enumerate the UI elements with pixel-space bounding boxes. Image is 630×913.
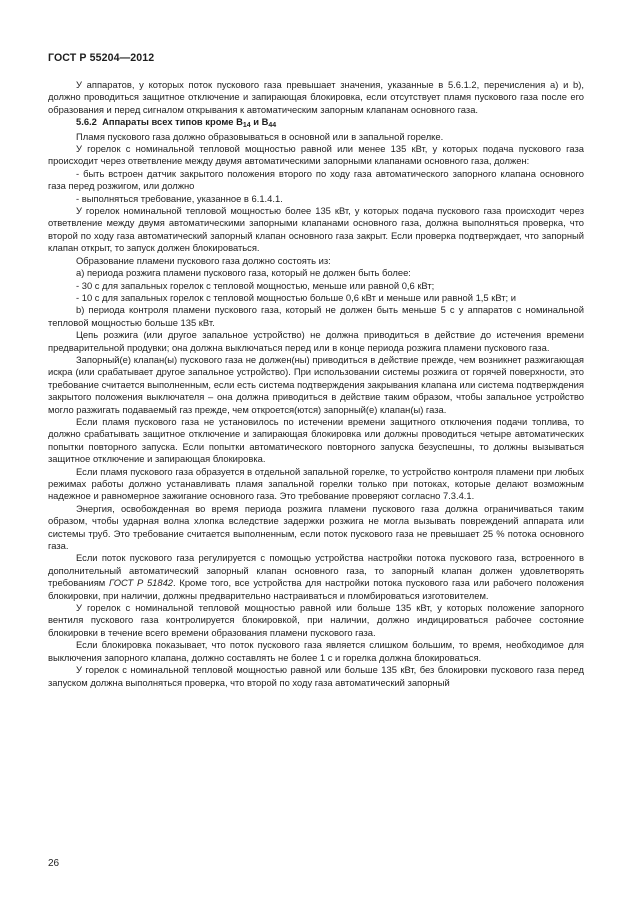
paragraph: Цепь розжига (или другое запальное устройство) не должна приводиться в действие до истечения времени предварительной продувки; она должна выключаться перед или в конце периода розжига пламени пускового газа. — [48, 329, 584, 353]
paragraph-text: Если поток пускового газа регулируется с помощью устройства настройки потока пускового газа, встроенного в дополнительный автоматический запорный клапан основного газа, то запорный клапан должен удовлетворять требованиям — [48, 552, 584, 589]
paragraph: Если блокировка показывает, что поток пускового газа является слишком большим, то время, необходимое для выключения запорного клапана, должно составлять не более 1 с и горелка должна блокироваться. — [48, 639, 584, 663]
paragraph: - 30 с для запальных горелок с тепловой мощностью, меньше или равной 0,6 кВт; — [76, 279, 435, 291]
paragraph: У горелок с номинальной тепловой мощностью равной или менее 135 кВт, у которых подача пускового газа происходит через ответвление между двумя автоматическими запорными клапанами основного газа, должен: — [48, 143, 584, 167]
paragraph-text: . Кроме того, все устройства для настройки потока пускового газа или рабочего положения блокировки, при наличии, должны предварительно настраиваться и пломбироваться изготовителем. — [48, 577, 584, 601]
paragraph: У горелок номинальной тепловой мощностью более 135 кВт, у которых подача пускового газа происходит через ответвление между двумя автоматическими запорными клапанами основного газа, должна выполняться проверка, что второй по ходу газа автоматический запорный клапан основного газа закрыт. Если проверка подтверждает, что запорный клапан открыт, то запуск должен блокироваться. — [48, 205, 584, 254]
document-body — [48, 79, 584, 689]
section-heading — [48, 116, 584, 130]
paragraph: Энергия, освобожденная во время периода розжига пламени пускового газа должна ограничиваться таким образом, чтобы ударная волна хлопка вследствие задержки розжига не могла вызывать повреждений аппарата или системы труб. Это требование считается выполненным, если поток пускового газа не превышает 25 % потока основного газа. — [48, 502, 584, 552]
subscript: 14 — [242, 122, 251, 130]
paragraph — [48, 552, 584, 602]
paragraph: b) периода контроля пламени пускового газа, который не должен быть меньше 5 с у аппаратов с номинальной тепловой мощностью больше 135 кВт. — [48, 304, 584, 328]
paragraph: У горелок с номинальной тепловой мощностью равной или больше 135 кВт, у которых положение запорного вентиля пускового газа контролируется блокировкой, при наличии, должно индицироваться рабочее состояние блокировки в течение всего времени образования пламени пускового газа. — [48, 602, 584, 638]
paragraph: а) периода розжига пламени пускового газа, который не должен быть более: — [76, 267, 411, 279]
paragraph: Образование пламени пускового газа должно состоять из: — [76, 254, 331, 266]
paragraph: - 10 с для запальных горелок с тепловой мощностью больше 0,6 кВт и меньше или равной 1,5 кВт; и — [76, 291, 516, 303]
section-number: 5.6.2 — [76, 116, 97, 128]
paragraph: Если пламя пускового газа образуется в отдельной запальной горелке, то устройство контроля пламени при любых режимах работы должно устанавливать пламя запальной горелки только при потоках, которые делают возможным надежное и равномерное зажигание основного газа. Это требование проверяют согласно 7.3.4.1. — [48, 465, 584, 502]
paragraph: - выполняться требование, указанное в 6.1.4.1. — [76, 192, 283, 204]
paragraph: Если пламя пускового газа не установилось по истечении времени защитного отключения подачи топлива, то должно срабатывать защитное отключение и запирающая блокировка или должны проводиться четыре автоматических попытки повторного запуска. Если попытки автоматического повторного запуска безуспешны, то должны вызываться защитное отключение и запирающая блокировка. — [48, 415, 584, 465]
standard-reference: ГОСТ Р 51842 — [108, 577, 174, 589]
section-heading-text: и В — [250, 116, 269, 128]
subscript: 44 — [268, 122, 277, 130]
paragraph: У аппаратов, у которых поток пускового газа превышает значения, указанные в 5.6.1.2, перечисления а) и b), должно проводиться защитное отключение и запирающая блокировка, если отсутствует пламя пускового газа после его образования и перед сигналом открывания к автоматическим запорным клапанам основного газа. — [48, 79, 584, 115]
paragraph: Пламя пускового газа должно образовываться в основной или в запальной горелке. — [76, 130, 444, 142]
paragraph: Запорный(е) клапан(ы) пускового газа не должен(ны) приводиться в действие прежде, чем возникнет разжигающая искра (или срабатывает другое запальное устройство). При использовании системы розжига от горячей поверхности, это требование считается выполненным, если есть система подтверждения закрывания клапана или система подтверждения закрытого положения выключателя – она должна приводиться в действие таким образом, чтобы запальное устройство могло разжигать подаваемый газ прежде, чем откроется(ются) запорный(е) клапан(ы) газа. — [48, 353, 584, 415]
document-header: ГОСТ Р 55204—2012 — [48, 52, 155, 64]
paragraph: У горелок с номинальной тепловой мощностью равной или больше 135 кВт, без блокировки пускового газа перед запуском должна выполняться проверка, что второй по ходу газа автоматический запорный — [48, 664, 584, 688]
section-heading-text: Аппараты всех типов кроме В — [102, 116, 243, 128]
paragraph: - быть встроен датчик закрытого положения второго по ходу газа автоматического запорного клапана основного газа перед розжигом, или должно — [48, 167, 584, 192]
page-number: 26 — [48, 858, 60, 869]
